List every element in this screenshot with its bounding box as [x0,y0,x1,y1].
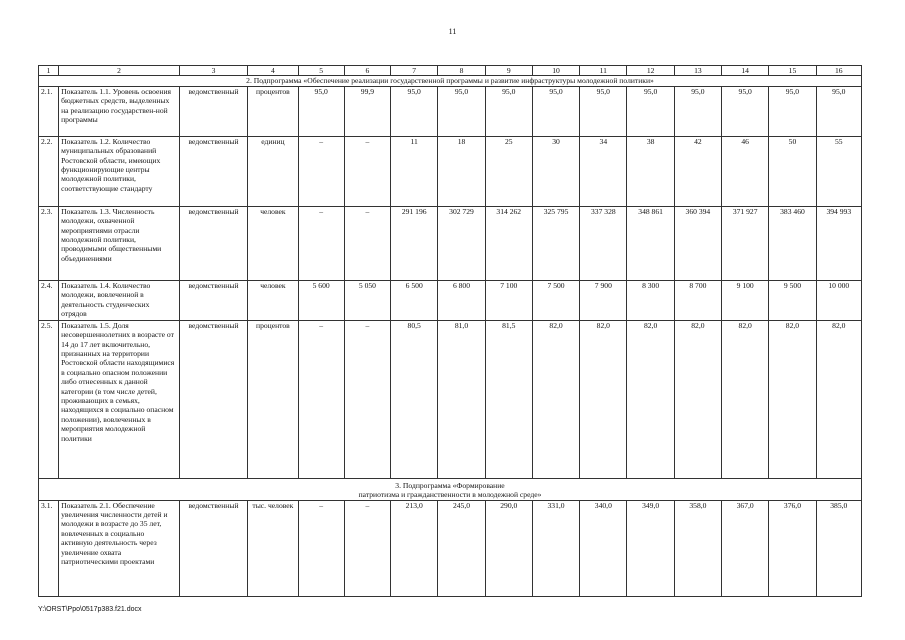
table-row [39,320,862,478]
year-value: – [298,500,344,596]
column-number: 2 [59,66,180,76]
indicator-name: Показатель 1.3. Численность молодежи, охваченной мероприятиями отрасли молодежной политики, проводимыми общественными объединениями [59,206,180,280]
unit-of-measure: единиц [248,136,298,206]
year-value: 95,0 [722,86,769,136]
year-value: 383 460 [769,206,816,280]
year-value: 290,0 [485,500,532,596]
year-value: – [298,136,344,206]
year-value: 81,0 [438,320,485,478]
year-value: 302 729 [438,206,485,280]
section-row [39,76,862,86]
column-number: 5 [298,66,344,76]
year-value: 10 000 [816,280,861,320]
year-value: 5 050 [344,280,390,320]
year-value: 50 [769,136,816,206]
year-value: – [298,320,344,478]
row-number: 2.5. [39,320,59,478]
year-value: 349,0 [627,500,674,596]
indicator-name: Показатель 2.1. Обеспечение увеличения численности детей и молодежи в возрасте до 35 лет, вовлеченных в социально активную деятельность через увеличение охвата патриотическими проектами [59,500,180,596]
section-row [39,478,862,500]
year-value: 11 [391,136,438,206]
year-value: 291 196 [391,206,438,280]
year-value: 81,5 [485,320,532,478]
year-value: 371 927 [722,206,769,280]
indicator-type: ведомственный [179,136,247,206]
year-value: 9 100 [722,280,769,320]
indicator-type: ведомственный [179,500,247,596]
year-value: 8 300 [627,280,674,320]
year-value: 82,0 [816,320,861,478]
year-value: 213,0 [391,500,438,596]
year-value: – [344,500,390,596]
year-value: 7 900 [580,280,627,320]
year-value: 314 262 [485,206,532,280]
column-number: 13 [674,66,721,76]
row-number: 2.3. [39,206,59,280]
indicator-type: ведомственный [179,320,247,478]
column-number: 9 [485,66,532,76]
year-value: 42 [674,136,721,206]
year-value: 385,0 [816,500,861,596]
indicator-name: Показатель 1.5. Доля несовершеннолетних в возрасте от 14 до 17 лет включительно, признанных на территории Ростовской области находящимися в социально опасном положении либо отнесенных к данной категории (в том числе детей, проживающих в семьях, находящихся в социально опасном положении), вовлеченных в мероприятия молодежной политики [59,320,180,478]
year-value: 82,0 [769,320,816,478]
table-row [39,206,862,280]
year-value: 95,0 [485,86,532,136]
year-value: 95,0 [532,86,579,136]
year-value: 325 795 [532,206,579,280]
column-number: 14 [722,66,769,76]
year-value: 46 [722,136,769,206]
column-number: 12 [627,66,674,76]
year-value: 95,0 [298,86,344,136]
unit-of-measure: процентов [248,320,298,478]
year-value: – [344,320,390,478]
column-number: 3 [179,66,247,76]
year-value: 337 328 [580,206,627,280]
table-row [39,136,862,206]
year-value: – [298,206,344,280]
year-value: 95,0 [769,86,816,136]
page-number: 11 [448,27,457,36]
year-value: 348 861 [627,206,674,280]
year-value: 18 [438,136,485,206]
column-number: 4 [248,66,298,76]
year-value: 82,0 [674,320,721,478]
row-number: 2.2. [39,136,59,206]
indicator-name: Показатель 1.2. Количество муниципальных образований Ростовской области, имеющих функционирующие центры молодежной политики, соответствующие стандарту [59,136,180,206]
column-number: 15 [769,66,816,76]
section-title-line: 3. Подпрограмма «Формирование [395,480,505,490]
column-number: 11 [580,66,627,76]
year-value: 82,0 [532,320,579,478]
year-value: 331,0 [532,500,579,596]
column-number: 6 [344,66,390,76]
year-value: 25 [485,136,532,206]
year-value: 95,0 [580,86,627,136]
table-row [39,86,862,136]
indicators-table [38,65,862,597]
year-value: 55 [816,136,861,206]
year-value: 394 993 [816,206,861,280]
year-value: 367,0 [722,500,769,596]
year-value: 82,0 [722,320,769,478]
year-value: 360 394 [674,206,721,280]
year-value: 6 500 [391,280,438,320]
year-value: 82,0 [580,320,627,478]
year-value: 95,0 [438,86,485,136]
row-number: 2.4. [39,280,59,320]
year-value: 95,0 [674,86,721,136]
year-value: 8 700 [674,280,721,320]
section-title: 2. Подпрограмма «Обеспечение реализации государственной программы и развитие инфраструктуры молодежной политики» [39,76,862,86]
indicator-type: ведомственный [179,280,247,320]
column-number: 16 [816,66,861,76]
indicator-type: ведомственный [179,206,247,280]
row-number: 2.1. [39,86,59,136]
year-value: 80,5 [391,320,438,478]
section-title-line: патриотизма и гражданственности в молодежной среде» [358,490,542,500]
unit-of-measure: человек [248,206,298,280]
year-value: – [344,206,390,280]
unit-of-measure: процентов [248,86,298,136]
column-number: 7 [391,66,438,76]
table-header-row [39,66,862,76]
year-value: 5 600 [298,280,344,320]
unit-of-measure: тыс. человек [248,500,298,596]
year-value: 358,0 [674,500,721,596]
year-value: 38 [627,136,674,206]
year-value: 34 [580,136,627,206]
year-value: 95,0 [391,86,438,136]
year-value: 245,0 [438,500,485,596]
year-value: 6 800 [438,280,485,320]
year-value: 7 500 [532,280,579,320]
year-value: 7 100 [485,280,532,320]
file-path-footer: Y:\ORST\Ppo\0517p383.f21.docx [38,606,142,613]
year-value: 9 500 [769,280,816,320]
column-number: 8 [438,66,485,76]
year-value: 95,0 [816,86,861,136]
year-value: 340,0 [580,500,627,596]
unit-of-measure: человек [248,280,298,320]
column-number: 1 [39,66,59,76]
year-value: – [344,136,390,206]
table-row [39,500,862,596]
table-row [39,280,862,320]
year-value: 30 [532,136,579,206]
year-value: 82,0 [627,320,674,478]
row-number: 3.1. [39,500,59,596]
indicator-name: Показатель 1.4. Количество молодежи, вовлеченной в деятельность студенческих отрядов [59,280,180,320]
year-value: 95,0 [627,86,674,136]
year-value: 99,9 [344,86,390,136]
indicator-name: Показатель 1.1. Уровень освоения бюджетных средств, выделенных на реализацию государствен-ной программы [59,86,180,136]
section-title [39,478,862,500]
indicator-type: ведомственный [179,86,247,136]
column-number: 10 [532,66,579,76]
year-value: 376,0 [769,500,816,596]
